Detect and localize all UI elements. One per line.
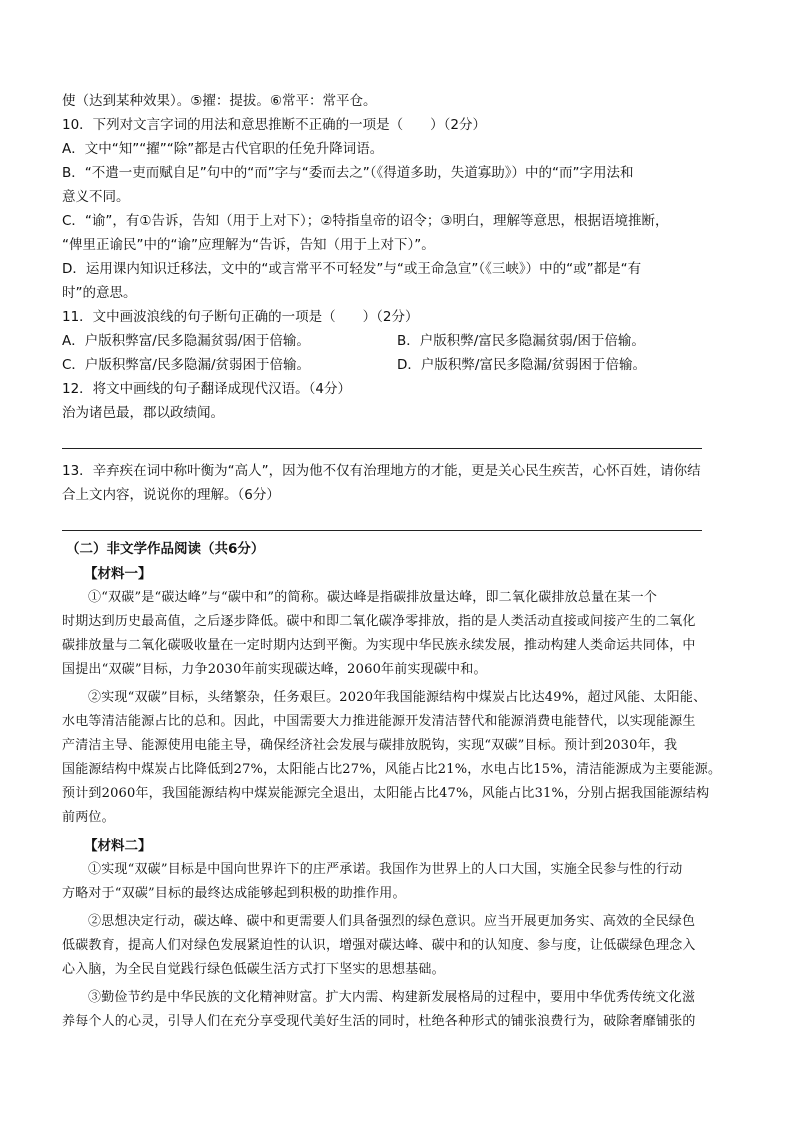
q11-stem: 11．文中画波浪线的句子断句正确的一项是（ ）（2分）: [62, 309, 419, 325]
q12-stem: 12．将文中画线的句子翻译成现代汉语。（4分）: [62, 381, 352, 397]
material1-p2-line3: 产清洁主导、能源使用电能主导，确保经济社会发展与碳排放脱钩，实现“双碳”目标。预计到2030年，我: [62, 738, 678, 753]
q10-option-b-line2: 意义不同。: [62, 189, 130, 205]
material2-p2-line3: 心入脑，为全民自觉践行绿色低碳生活方式打下坚实的思想基础。: [62, 962, 445, 977]
material1-p2-line4: 国能源结构中煤炭占比降低到27%，太阳能占比27%，风能占比21%，水电占比15%，清洁能源成为主要能源。: [62, 762, 722, 777]
material1-p2-line1: ②实现“双碳”目标，头绪繁杂，任务艰巨。2020年我国能源结构中煤炭占比达49%，超过风能、太阳能、: [88, 690, 707, 705]
section2-title: （二）非文学作品阅读（共6分）: [66, 541, 265, 557]
material1-p2-line2: 水电等清洁能源占比的总和。因此，中国需要大力推进能源开发清洁替代和能源消费电能替代，以实现能源生: [62, 714, 696, 729]
material1-p2-line5: 预计到2060年，我国能源结构中煤炭能源完全退出，太阳能占比47%，风能占比31%，分别占据我国能源结构: [62, 786, 710, 801]
material2-p2-line2: 低碳教育，提高人们对绿色发展紧迫性的认识，增强对碳达峰、碳中和的认知度、参与度，让低碳绿色理念入: [62, 938, 696, 953]
material1-p1-line2: 时期达到历史最高值，之后逐步降低。碳中和即二氧化碳净零排放，指的是人类活动直接或间接产生的二氧化: [62, 614, 696, 629]
q13-answer-line: [62, 530, 702, 531]
q11-option-d: D．户版积弊/富民多隐漏/贫弱困于倍输。: [397, 357, 646, 373]
q10-option-c-line1: C．“谕”，有①告诉，告知（用于上对下）；②特指皇帝的诏令；③明白，理解等意思，根据语境推断，: [62, 213, 669, 229]
q11-option-c: C．户版积弊富/民多隐漏/贫弱困于倍输。: [62, 357, 311, 373]
q13-line1: 13．辛弃疾在词中称叶衡为“高人”，因为他不仅有治理地方的才能，更是关心民生疾苦，心怀百姓，请你结: [62, 463, 701, 479]
q10-option-d-line1: D．运用课内知识迁移法，文中的“或言常平不可轻发”与“或王命急宣”（《三峡》）中的“或”都是“有: [62, 261, 642, 277]
material2-p1-line2: 方略对于“双碳”目标的最终达成能够起到积极的助推作用。: [62, 886, 406, 901]
q11-option-b: B．户版积弊/富民多隐漏贫弱/困于倍输。: [397, 333, 645, 349]
material2-p2-line1: ②思想决定行动，碳达峰、碳中和更需要人们具备强烈的绿色意识。应当开展更加务实、高效的全民绿色: [88, 914, 696, 929]
q12-answer-line: [62, 448, 702, 449]
q10-option-c-line2: “俾里正谕民”中的“谕”应理解为“告诉，告知（用于上对下）”。: [62, 237, 435, 253]
footnote-line: 使（达到某种效果）。⑤擢：提拔。⑥常平：常平仓。: [62, 93, 377, 109]
q12-sentence: 治为诸邑最，郡以政绩闻。: [62, 405, 224, 421]
material2-p3-line1: ③勤俭节约是中华民族的文化精神财富。扩大内需、构建新发展格局的过程中，要用中华优秀传统文化滋: [88, 990, 696, 1005]
material1-p1-line3: 碳排放量与二氧化碳吸收量在一定时期内达到平衡。为实现中华民族永续发展，推动构建人类命运共同体，中: [62, 638, 696, 653]
q10-option-b-line1: B．“不遣一吏而赋自足”句中的“而”字与“委而去之”（《得道多助，失道寡助》）中的“而”字用法和: [62, 165, 634, 181]
material1-p1-line1: ①“双碳”是“碳达峰”与“碳中和”的简称。碳达峰是指碳排放量达峰，即二氧化碳排放总量在某一个: [88, 590, 658, 605]
material2-title: 【材料二】: [84, 838, 152, 854]
q10-option-d-line2: 时”的意思。: [62, 285, 137, 301]
material1-title: 【材料一】: [84, 566, 152, 582]
q10-stem: 10．下列对文言字词的用法和意思推断不正确的一项是（ ）（2分）: [62, 117, 487, 133]
material2-p1-line1: ①实现“双碳”目标是中国向世界许下的庄严承诺。我国作为世界上的人口大国，实施全民参与性的行动: [88, 862, 683, 877]
q11-option-a: A．户版积弊富/民多隐漏贫弱/困于倍输。: [62, 333, 310, 349]
q13-line2: 合上文内容，说说你的理解。（6分）: [62, 487, 280, 503]
material1-p1-line4: 国提出“双碳”目标，力争2030年前实现碳达峰，2060年前实现碳中和。: [62, 662, 487, 677]
q10-option-a: A．文中“知”“擢”“除”都是古代官职的任免升降词语。: [62, 141, 384, 157]
material2-p3-line2: 养每个人的心灵，引导人们在充分享受现代美好生活的同时，杜绝各种形式的铺张浪费行为，破除奢靡铺张的: [62, 1014, 696, 1029]
material1-p2-line6: 前两位。: [62, 810, 115, 825]
